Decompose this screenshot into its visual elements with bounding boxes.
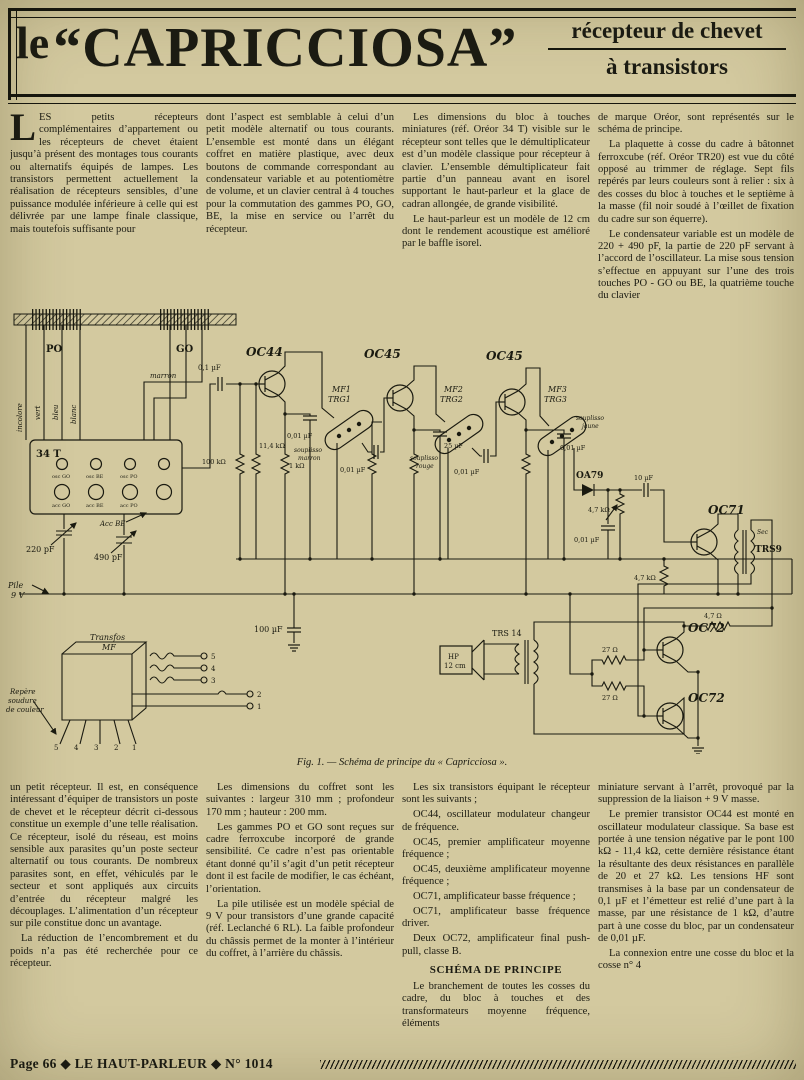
list-item: Les six transistors équipant le récepteur sont les suivants ;: [402, 782, 590, 806]
speaker-symbol: [440, 640, 484, 680]
schematic-label: Acc BE: [100, 520, 126, 528]
schematic-label: acc PO: [120, 503, 138, 509]
page-footer: Page 66 ◆ LE HAUT-PARLEUR ◆ N° 1014: [10, 1056, 273, 1071]
schematic-label: PO: [46, 344, 63, 355]
title-name: “CAPRICCIOSA”: [53, 17, 518, 79]
ferrite-rod-antenna: [14, 314, 236, 325]
schematic-label: de couleur: [6, 706, 44, 714]
schematic-label: bleu: [52, 404, 60, 420]
schematic-label: 34 T: [36, 449, 61, 460]
schematic-label: 1: [132, 744, 137, 752]
schematic-label: MF1: [332, 385, 351, 394]
list-item: OC45, premier amplificateur moyenne fréquence ;: [402, 836, 590, 860]
schematic-label: TRG1: [328, 395, 351, 404]
transistor-oc72-1: [657, 637, 683, 663]
schematic-label: 25 µF: [444, 442, 464, 450]
bottom-column-2: [206, 782, 394, 1054]
schematic-label: 0,01 µF: [340, 466, 366, 474]
paragraph: Le haut-parleur est un modèle de 12 cm dont le rendement acoustique est amélioré par le baffle isorel.: [402, 213, 590, 250]
bottom-column-3: [402, 782, 590, 1054]
schematic-label: 27 Ω: [602, 646, 618, 654]
schematic-label: OC44: [246, 345, 283, 359]
schematic-label: osc PO: [120, 474, 138, 480]
schematic-label: Sec: [757, 529, 769, 536]
paragraph: La connexion entre une cosse du bloc et la cosse n° 4: [598, 948, 794, 972]
schematic-arrows: [32, 505, 617, 734]
schematic-label: 12 cm: [444, 662, 466, 670]
schematic-label: Pile: [8, 581, 24, 590]
schematic-label: Transfos: [90, 633, 126, 642]
diode-oa79: [582, 484, 594, 496]
transistor-symbols: [259, 371, 717, 729]
paragraph: Le premier transistor OC44 est monté en oscillateur modulateur classique. Sa base est portée à une tension négative par le pont 100 kΩ - 11,4 kΩ, cette dernière résistance étant la résultante des deux résistances en parallèle de 20 et 27 kΩ. Les tensions HF sont transmises à la base par un condensateur de 0,1 µF et l’émetteur est relié d’une part à la masse, par une résistance de 1 kΩ, d’autre part à une cosse du bloc, par un condensateur de 0,01 µF.: [598, 809, 794, 945]
paragraph: miniature servant à l’arrêt, provoqué par la suppression de la liaison + 9 V masse.: [598, 782, 794, 806]
schematic-label: osc GO: [52, 474, 71, 480]
schematic-label: OA79: [576, 471, 604, 481]
paragraph: un petit récepteur. Il est, en conséquence intéressant d’équiper de transistors un poste de chevet et le récepteur décrit ci-dessous constitue un exemple d’une telle réalisation. Ce récepteur, isolé du réseau, est moins sensible aux parasites qu’un poste secteur alternatif ou tous courants. De nombreux parasites sont, en effet, véhiculés par le secteur et sont appliqués aux circuits d’entrée du récepteur malgré les découplages. L’alimentation d’un récepteur sur pile constitue donc un avantage.: [10, 782, 198, 930]
schematic-label: 4,7 Ω: [704, 612, 722, 620]
paragraph: de marque Oréor, sont représentés sur le schéma de principe.: [598, 112, 794, 136]
figure-schematic: [4, 302, 800, 754]
transistor-oc71: [691, 529, 717, 555]
section-heading: SCHÉMA DE PRINCIPE: [429, 964, 563, 977]
schematic-label: 0,01 µF: [287, 432, 313, 440]
schematic-label: MF2: [444, 385, 463, 394]
schematic-label: 11,4 kΩ: [259, 442, 285, 450]
schematic-label: rouge: [416, 463, 434, 470]
schematic-label: OC72: [688, 691, 725, 705]
title-article: le: [16, 17, 50, 68]
schematic-label: 490 pF: [94, 553, 123, 562]
schematic-label: 2: [114, 744, 119, 752]
paragraph: Les gammes PO et GO sont reçues sur cadre ferroxcube incorporé de grande sensibilité. Ce cadre n’est pas orientable étant donné qu’il s’agit d’un petit récepteur dont il est facile de modifier, le cas échéant, l’orientation.: [206, 821, 394, 895]
schematic-label: OC45: [486, 349, 523, 363]
paragraph: Les dimensions du bloc à touches miniatures (réf. Oréor 34 T) visible sur le récepteur sont telles que le démultiplicateur est d’un modèle classique pour récepteur à clavier. L’ensemble démultiplicateur fait partie d’un panneau avant en isorel supportant le haut-parleur et la glace de cadran allongée, de grande visibilité.: [402, 112, 590, 210]
list-item: OC71, amplificateur basse fréquence driver.: [402, 906, 590, 930]
schematic-label: 4: [74, 744, 79, 752]
schematic-label: OC45: [364, 347, 401, 361]
list-item: Deux OC72, amplificateur final push-pull, classe B.: [402, 933, 590, 957]
schematic-label: 4: [211, 665, 216, 673]
schematic-label: marron: [298, 455, 321, 462]
schematic-label: incolore: [16, 403, 24, 432]
schematic-label: marron: [150, 372, 177, 380]
schematic-label: 0,1 µF: [198, 364, 221, 372]
schematic-label: blanc: [70, 404, 78, 424]
transistor-oc72-2: [657, 703, 683, 729]
schematic-label: TRG3: [544, 395, 567, 404]
schematic-label: osc BE: [86, 474, 104, 480]
schematic-label: 2: [257, 691, 262, 699]
junction-dots: [62, 382, 773, 739]
schematic-label: MF3: [548, 385, 567, 394]
schematic-label: OC71: [708, 503, 745, 517]
schematic-svg: [4, 302, 800, 754]
list-item: OC44, oscillateur modulateur changeur de fréquence.: [402, 809, 590, 833]
mf-transformer-cans: [321, 407, 589, 460]
paragraph: La pile utilisée est un modèle spécial de 9 V pour transistors d’une grande capacité (réf. Leclanché 6 RL). La faible profondeur du châssis permet de la monter à l’intérieur du coffret, à l’arrière du châssis.: [206, 898, 394, 960]
schematic-label: 220 pF: [26, 545, 55, 554]
schematic-label: jaune: [582, 423, 599, 430]
schematic-label: 3: [211, 677, 216, 685]
schematic-label: TRS9: [755, 545, 782, 555]
schematic-label: 0,01 µF: [574, 536, 600, 544]
subtitle-line-2: à transistors: [605, 53, 729, 79]
page-title: [16, 16, 517, 80]
paragraph: Le condensateur variable est un modèle de 220 + 490 pF, la partie de 220 pF servant à l’accord de l’oscillateur. La mise sous tension s’effectue en appuyant sur l’une des trois touches PO - GO ou BE, la quatrième touche du clavier: [598, 228, 794, 302]
figure-caption: Fig. 1. — Schéma de principe du « Capricciosa ».: [296, 757, 508, 768]
paragraph: dont l’aspect est semblable à celui d’un petit modèle alternatif ou tous courants. L’ensemble est monté dans un élégant coffret en matière plastique, avec deux boutons de commande correspondant au condensateur variable et au potentiomètre de volume, et un clavier central à 4 touches pour la commutation des gammes PO, GO, BE, la mise en service ou l’arrêt du récepteur.: [206, 112, 394, 235]
subtitle-divider: [548, 48, 786, 50]
ground-symbol: [692, 748, 704, 754]
paragraph: Le branchement de toutes les cosses du cadre, du bloc à touches et des transformateurs moyenne fréquence, éléments: [402, 980, 590, 1030]
paragraph: Les dimensions du coffret sont les suivantes : largeur 310 mm ; profondeur 170 mm ; hauteur : 200 mm.: [206, 782, 394, 818]
schematic-wires: [19, 325, 792, 746]
schematic-label: 1: [257, 703, 262, 711]
paragraph: La plaquette à cosse du cadre à bâtonnet ferroxcube (réf. Oréor TR20) est vue du côté opposé au trimmer de réglage. Sept fils repérés par leurs couleurs sont à relier : six à des cosses du bloc à touches et le septième à la masse (fil noir soudé à l’œillet de fixation du cadre sur son équerre).: [598, 139, 794, 225]
schematic-label: 1 kΩ: [289, 462, 305, 470]
schematic-label: GO: [176, 344, 194, 355]
schematic-label: souplisso: [294, 447, 323, 454]
schematic-label: 4,7 kΩ: [588, 506, 610, 514]
footer-decorative-band: [320, 1060, 796, 1069]
transistor-oc45-2: [499, 389, 525, 415]
transistor-oc44: [259, 371, 285, 397]
ground-symbol: [288, 645, 300, 651]
schematic-label: 100 µF: [254, 625, 283, 634]
subtitle-line-1: récepteur de chevet: [571, 18, 763, 43]
schematic-label: 9 V: [11, 591, 25, 600]
schematic-label: Repère: [10, 688, 36, 696]
schematic-label: acc GO: [52, 503, 71, 509]
schematic-label: 0,01 µF: [454, 468, 480, 476]
schematic-label: soudure: [8, 697, 37, 705]
dropcap: L: [10, 112, 37, 149]
schematic-label: 3: [94, 744, 99, 752]
schematic-label: MF: [102, 643, 116, 652]
schematic-label: 5: [211, 653, 216, 661]
schematic-label: TRG2: [440, 395, 463, 404]
transistor-oc45-1: [387, 385, 413, 411]
paragraph: LES petits récepteurs complémentaires d’appartement ou les récepteurs de chevet étaient jusqu’à présent des montages tous courants ou alternatifs équipés de lampes. Les transistors permettent actuellement la réalisation de récepteurs sensibles, d’une puissance modulée inférieure à celle qui est délivrée par une lampe finale classique, mais toutefois suffisante pour: [10, 112, 198, 235]
bottom-column-1: [10, 782, 198, 1054]
schematic-label: OC72: [688, 621, 725, 635]
schematic-label: HP: [448, 653, 459, 661]
list-item: OC71, amplificateur basse fréquence ;: [413, 891, 576, 903]
schematic-label: 0,01 µF: [560, 444, 586, 452]
schematic-label: 4,7 kΩ: [634, 574, 656, 582]
schematic-label: 27 Ω: [602, 694, 618, 702]
schematic-label: 100 kΩ: [202, 458, 226, 466]
schematic-label: TRS 14: [492, 629, 522, 638]
bottom-column-4: [598, 782, 794, 1054]
schematic-label: vert: [34, 405, 42, 420]
schematic-label: souplisso: [410, 455, 439, 462]
list-item: OC45, deuxième amplificateur moyenne fréquence ;: [402, 863, 590, 888]
schematic-label: 5: [54, 744, 59, 752]
schematic-label: acc BE: [86, 503, 104, 509]
mf-transformer-pinout: [60, 642, 253, 744]
page-subtitle: [542, 17, 792, 80]
schematic-label: souplisso: [576, 415, 605, 422]
schematic-label: 10 µF: [634, 474, 654, 482]
header-bottom-rule: [8, 94, 796, 104]
paragraph: La réduction de l’encombrement et du poids n’a pas été recherchée pour ce récepteur.: [10, 933, 198, 969]
